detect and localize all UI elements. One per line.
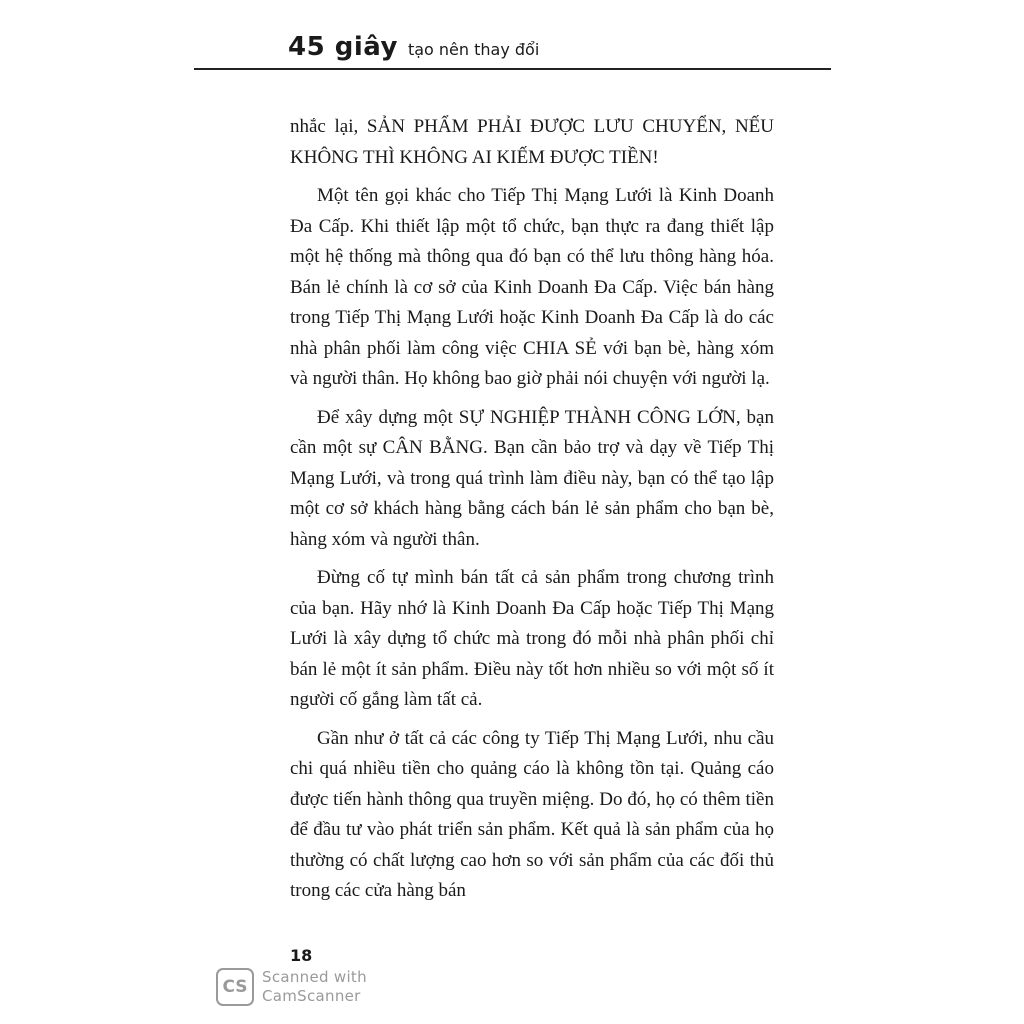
watermark-line-1: Scanned with: [262, 968, 367, 986]
header-rule: [194, 68, 831, 70]
paragraph-continued: nhắc lại, SẢN PHẨM PHẢI ĐƯỢC LƯU CHUYỂN, NẾU KHÔNG THÌ KHÔNG AI KIẾM ĐƯỢC TIỀN!: [290, 116, 774, 168]
scanner-watermark: [216, 968, 367, 1006]
page-number: 18: [290, 946, 313, 965]
watermark-text: [262, 968, 367, 1006]
camscanner-logo-icon: CS: [216, 968, 254, 1006]
running-header: [288, 32, 539, 62]
book-title: 45 giây: [288, 32, 398, 62]
paragraph: Đừng cố tự mình bán tất cả sản phẩm trong chương trình của bạn. Hãy nhớ là Kinh Doanh Đa Cấp hoặc Tiếp Thị Mạng Lưới là xây dựng tổ chức mà trong đó mỗi nhà phân phối chỉ bán lẻ một ít sản phẩm. Điều này tốt hơn nhiều so với một số ít người cố gắng làm tất cả.: [290, 567, 774, 710]
book-subtitle: tạo nên thay đổi: [407, 40, 540, 59]
paragraph: Một tên gọi khác cho Tiếp Thị Mạng Lưới là Kinh Doanh Đa Cấp. Khi thiết lập một tổ chức, bạn thực ra đang thiết lập một hệ thống mà thông qua đó bạn có thể lưu thông hàng hóa. Bán lẻ chính là cơ sở của Kinh Doanh Đa Cấp. Việc bán hàng trong Tiếp Thị Mạng Lưới hoặc Kinh Doanh Đa Cấp là do các nhà phân phối làm công việc CHIA SẺ với bạn bè, hàng xóm và người thân. Họ không bao giờ phải nói chuyện với người lạ.: [290, 185, 774, 389]
watermark-line-2: CamScanner: [262, 987, 361, 1005]
paragraph: Gần như ở tất cả các công ty Tiếp Thị Mạng Lưới, nhu cầu chi quá nhiều tiền cho quảng cáo là không tồn tại. Quảng cáo được tiến hành thông qua truyền miệng. Do đó, họ có thêm tiền để đầu tư vào phát triển sản phẩm. Kết quả là sản phẩm của họ thường có chất lượng cao hơn so với sản phẩm của các đối thủ trong các cửa hàng bán: [290, 727, 774, 901]
paragraph: Để xây dựng một SỰ NGHIỆP THÀNH CÔNG LỚN, bạn cần một sự CÂN BẰNG. Bạn cần bảo trợ và dạy về Tiếp Thị Mạng Lưới, và trong quá trình làm điều này, bạn có thể tạo lập một cơ sở khách hàng bằng cách bán lẻ sản phẩm cho bạn bè, hàng xóm và người thân.: [290, 406, 774, 550]
page-body: [290, 112, 774, 915]
